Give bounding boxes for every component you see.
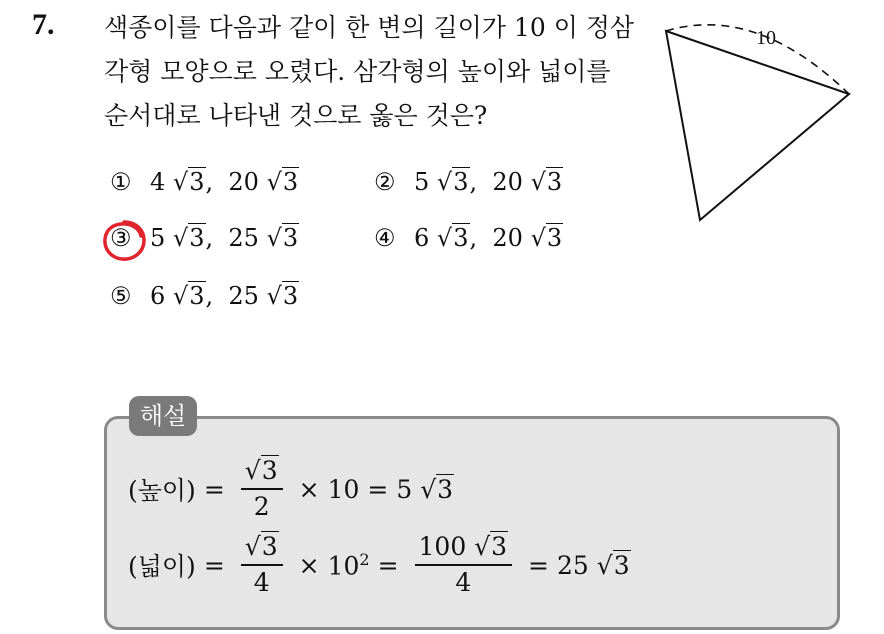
height-equation: (높이) = $\frac{√3}{2}$ × 10 = 5 √3 (128, 454, 454, 524)
choice-number: ⑤ (110, 282, 132, 310)
sqrt: √3 (530, 168, 563, 196)
choice-4[interactable]: ④ 6 √3, 20 √3 (374, 224, 563, 252)
question-line-1: 색종이를 다음과 같이 한 변의 길이가 10 이 정삼 (104, 13, 635, 42)
fraction: $\frac{√3}{2}$ (241, 454, 283, 524)
choice-area-coef: 20 (492, 168, 523, 196)
choice-5[interactable]: ⑤ 6 √3, 25 √3 (110, 282, 299, 310)
choice-2[interactable]: ② 5 √3, 20 √3 (374, 168, 563, 196)
triangle-figure (656, 14, 866, 234)
choice-height-coef: 6 (150, 282, 166, 310)
choice-number: ③ (110, 224, 132, 252)
question-line-3: 순서대로 나타낸 것으로 옳은 것은? (104, 101, 488, 130)
answer-mark-circle (100, 216, 148, 264)
choice-height-coef: 5 (150, 224, 166, 252)
choice-height-coef: 5 (414, 168, 430, 196)
sqrt: √3 (266, 168, 299, 196)
choice-number: ④ (374, 224, 396, 252)
sqrt: √3 (266, 282, 299, 310)
choice-number: ① (110, 168, 132, 196)
equilateral-triangle (666, 31, 849, 220)
fraction: $\frac{100 √3}{4}$ (415, 530, 513, 600)
choice-height-coef: 4 (150, 168, 166, 196)
sqrt: √3 (172, 168, 205, 196)
question-number: 7. (32, 8, 55, 41)
choice-area-coef: 20 (492, 224, 523, 252)
choice-area-coef: 25 (228, 224, 259, 252)
choice-area-coef: 25 (228, 282, 259, 310)
choice-area-coef: 20 (228, 168, 259, 196)
sqrt: √3 (436, 224, 469, 252)
sqrt: √3 (172, 224, 205, 252)
choice-1[interactable]: ① 4 √3, 20 √3 (110, 168, 299, 196)
sqrt: √3 (172, 282, 205, 310)
question-line-2: 각형 모양으로 오렸다. 삼각형의 높이와 넓이를 (104, 57, 611, 86)
question-text (104, 6, 664, 138)
side-label: 10 (756, 27, 776, 49)
sqrt: √3 (436, 168, 469, 196)
area-equation: (넓이) = $\frac{√3}{4}$ × $10^2$ = $\frac{100 √3}{4}$ = 25 √3 (128, 530, 631, 600)
solution-tag: 해설 (129, 396, 197, 436)
choice-height-coef: 6 (414, 224, 430, 252)
choice-number: ② (374, 168, 396, 196)
area-label: (넓이) (128, 552, 196, 581)
fraction: $\frac{√3}{4}$ (241, 530, 283, 600)
choice-3[interactable]: ③ 5 √3, 25 √3 (110, 224, 299, 252)
height-label: (높이) (128, 476, 196, 505)
sqrt: √3 (266, 224, 299, 252)
sqrt: √3 (530, 224, 563, 252)
